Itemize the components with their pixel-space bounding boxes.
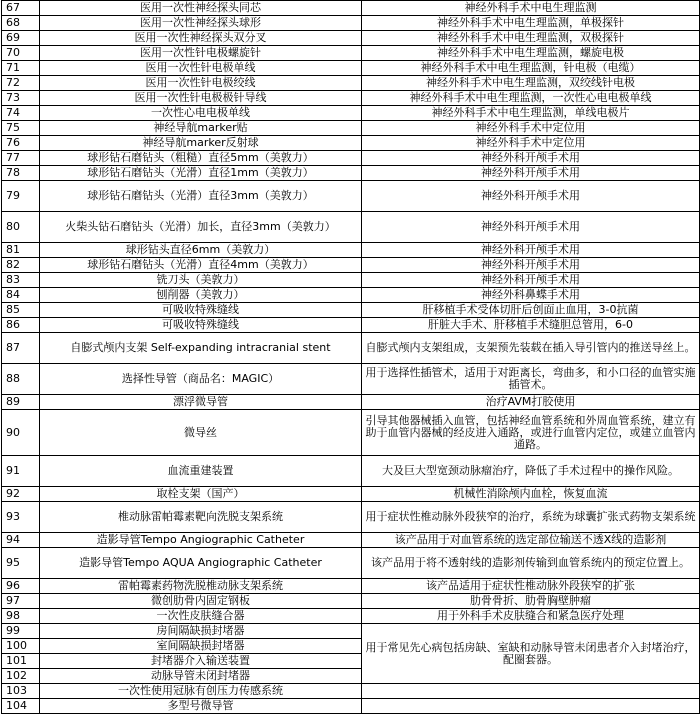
row-number: 97 (2, 594, 40, 609)
device-use-empty (362, 684, 700, 699)
table-row (2, 31, 700, 46)
device-name: 球形钻头直径6mm（美敦力） (40, 243, 362, 258)
table-row (2, 136, 700, 151)
table-row (2, 151, 700, 166)
device-table (1, 0, 700, 714)
table-row (2, 1, 700, 16)
table-row (2, 288, 700, 303)
device-use: 神经外科手术中电生理监测，单线电极片 (362, 106, 700, 121)
row-number: 90 (2, 410, 40, 456)
table-row (2, 609, 700, 624)
row-number: 87 (2, 333, 40, 364)
table-row (2, 410, 700, 456)
table-row (2, 579, 700, 594)
row-number: 98 (2, 609, 40, 624)
device-name: 一次性皮肤缝合器 (40, 609, 362, 624)
row-number: 75 (2, 121, 40, 136)
device-name: 多型号微导管 (40, 699, 362, 714)
device-name: 微导丝 (40, 410, 362, 456)
device-name: 室间隔缺损封堵器 (40, 639, 362, 654)
table-row (2, 76, 700, 91)
device-use: 治疗AVM打胶使用 (362, 395, 700, 410)
row-number: 102 (2, 669, 40, 684)
row-number: 82 (2, 258, 40, 273)
device-use: 用于选择性插管术，适用于对距离长，弯曲多，和小口径的血管实施插管术。 (362, 364, 700, 395)
row-number: 99 (2, 624, 40, 639)
table-row (2, 181, 700, 212)
row-number: 96 (2, 579, 40, 594)
row-number: 78 (2, 166, 40, 181)
table-row (2, 106, 700, 121)
table-row (2, 273, 700, 288)
table-row (2, 303, 700, 318)
device-use: 神经外科开颅手术用 (362, 258, 700, 273)
table-row (2, 364, 700, 395)
table-row (2, 258, 700, 273)
row-number: 71 (2, 61, 40, 76)
device-use: 神经外科手术中电生理监测，螺旋电极 (362, 46, 700, 61)
device-name: 球形钻石磨钻头（粗糙）直径5mm（美敦力） (40, 151, 362, 166)
table-row (2, 243, 700, 258)
device-name: 医用一次性针电极单线 (40, 61, 362, 76)
device-use: 神经外科手术中定位用 (362, 136, 700, 151)
row-number: 91 (2, 456, 40, 487)
table-row (2, 624, 700, 639)
table-row (2, 684, 700, 699)
table-row (2, 318, 700, 333)
device-name: 神经导航marker贴 (40, 121, 362, 136)
row-number: 79 (2, 181, 40, 212)
device-use: 大及巨大型宽颈动脉瘤治疗，降低了手术过程中的操作风险。 (362, 456, 700, 487)
device-name: 一次性心电电极单线 (40, 106, 362, 121)
table-row (2, 121, 700, 136)
device-use: 神经外科手术中定位用 (362, 121, 700, 136)
device-use: 该产品用于对血管系统的选定部位输送不透X线的造影剂 (362, 533, 700, 548)
device-use: 神经外科手术中电生理监测 (362, 1, 700, 16)
row-number: 84 (2, 288, 40, 303)
device-name: 可吸收特殊缝线 (40, 303, 362, 318)
device-name: 医用一次性针电极极针导线 (40, 91, 362, 106)
row-number: 103 (2, 684, 40, 699)
row-number: 93 (2, 502, 40, 533)
row-number: 88 (2, 364, 40, 395)
row-number: 70 (2, 46, 40, 61)
device-use: 神经外科手术中电生理监测，双极探针 (362, 31, 700, 46)
device-name: 球形钻石磨钻头（光滑）直径3mm（美敦力） (40, 181, 362, 212)
table-row (2, 533, 700, 548)
device-name: 医用一次性神经探头同芯 (40, 1, 362, 16)
row-number: 73 (2, 91, 40, 106)
row-number: 104 (2, 699, 40, 714)
row-number: 80 (2, 212, 40, 243)
device-name: 造影导管Tempo Angiographic Catheter (40, 533, 362, 548)
device-use: 神经外科手术中电生理监测，一次性心电电极单线 (362, 91, 700, 106)
device-name: 雷帕霉素药物洗脱椎动脉支架系统 (40, 579, 362, 594)
device-use: 神经外科开颅手术用 (362, 166, 700, 181)
device-use-empty (362, 699, 700, 714)
device-use-merged: 用于常见先心病包括房缺、室缺和动脉导管未闭患者介入封堵治疗，配圈套器。 (362, 624, 700, 684)
table-row (2, 548, 700, 579)
device-use: 神经外科开颅手术用 (362, 181, 700, 212)
device-use: 自膨式颅内支架组成，支架预先装载在插入导引管内的推送导丝上。 (362, 333, 700, 364)
device-name: 可吸收特殊缝线 (40, 318, 362, 333)
row-number: 68 (2, 16, 40, 31)
device-use: 用于症状性椎动脉外段狭窄的治疗，系统为球囊扩张式药物支架系统 (362, 502, 700, 533)
device-name: 球形钻石磨钻头（光滑）直径4mm（美敦力） (40, 258, 362, 273)
table-row (2, 699, 700, 714)
device-use: 神经外科开颅手术用 (362, 273, 700, 288)
device-name: 医用一次性针电极绞线 (40, 76, 362, 91)
row-number: 72 (2, 76, 40, 91)
row-number: 85 (2, 303, 40, 318)
device-name: 医用一次性针电极螺旋针 (40, 46, 362, 61)
device-name: 动脉导管未闭封堵器 (40, 669, 362, 684)
device-name: 球形钻石磨钻头（光滑）直径1mm（美敦力） (40, 166, 362, 181)
device-use: 神经外科手术中电生理监测，双绞线针电极 (362, 76, 700, 91)
table-row (2, 395, 700, 410)
device-use: 神经外科开颅手术用 (362, 151, 700, 166)
device-name: 房间隔缺损封堵器 (40, 624, 362, 639)
device-use: 引导其他器械插入血管，包括神经血管系统和外周血管系统，建立有助于血管内器械的经皮进入通路，或进行血管内定位，或建立血管内通路。 (362, 410, 700, 456)
row-number: 100 (2, 639, 40, 654)
device-use: 神经外科开颅手术用 (362, 243, 700, 258)
table-row (2, 46, 700, 61)
device-name: 漂浮微导管 (40, 395, 362, 410)
row-number: 76 (2, 136, 40, 151)
device-use: 肝移植手术受体切肝后创面止血用，3-0抗菌 (362, 303, 700, 318)
row-number: 101 (2, 654, 40, 669)
row-number: 83 (2, 273, 40, 288)
device-name: 刨削器（美敦力） (40, 288, 362, 303)
device-name: 造影导管Tempo AQUA Angiographic Catheter (40, 548, 362, 579)
row-number: 81 (2, 243, 40, 258)
table-row (2, 212, 700, 243)
device-use: 机械性消除颅内血栓，恢复血流 (362, 487, 700, 502)
row-number: 92 (2, 487, 40, 502)
row-number: 86 (2, 318, 40, 333)
table-row (2, 594, 700, 609)
table-row (2, 16, 700, 31)
device-name: 椎动脉雷帕霉素靶向洗脱支架系统 (40, 502, 362, 533)
device-name: 医用一次性神经探头球形 (40, 16, 362, 31)
device-name: 取栓支架（国产） (40, 487, 362, 502)
row-number: 69 (2, 31, 40, 46)
device-use: 神经外科开颅手术用 (362, 212, 700, 243)
row-number: 74 (2, 106, 40, 121)
table-row (2, 333, 700, 364)
device-use: 该产品适用于症状性椎动脉外段狭窄的扩张 (362, 579, 700, 594)
device-name: 铣刀头（美敦力） (40, 273, 362, 288)
table-row (2, 91, 700, 106)
device-name: 微创肋骨内固定钢板 (40, 594, 362, 609)
device-use: 肋骨骨折、肋骨胸壁肿瘤 (362, 594, 700, 609)
row-number: 94 (2, 533, 40, 548)
table-row (2, 166, 700, 181)
row-number: 77 (2, 151, 40, 166)
device-use: 神经外科鼻蝶手术用 (362, 288, 700, 303)
table-row (2, 456, 700, 487)
device-use: 用于外科手术皮肤缝合和紧急医疗处理 (362, 609, 700, 624)
device-name: 血流重建装置 (40, 456, 362, 487)
device-name: 自膨式颅内支架 Self-expanding intracranial stent (40, 333, 362, 364)
device-use: 该产品用于将不透射线的造影剂传输到血管系统内的预定位置上。 (362, 548, 700, 579)
device-name: 一次性使用冠脉有创压力传感系统 (40, 684, 362, 699)
row-number: 95 (2, 548, 40, 579)
device-use: 肝脏大手术、肝移植手术缝胆总管用，6-0 (362, 318, 700, 333)
device-name: 医用一次性神经探头双分叉 (40, 31, 362, 46)
table-row (2, 487, 700, 502)
table-row (2, 502, 700, 533)
device-name: 封堵器介入输送装置 (40, 654, 362, 669)
device-name: 火柴头钻石磨钻头（光滑）加长，直径3mm（美敦力） (40, 212, 362, 243)
row-number: 67 (2, 1, 40, 16)
device-use: 神经外科手术中电生理监测，针电极（电缆） (362, 61, 700, 76)
table-row (2, 61, 700, 76)
device-name: 神经导航marker反射球 (40, 136, 362, 151)
row-number: 89 (2, 395, 40, 410)
device-use: 神经外科手术中电生理监测，单极探针 (362, 16, 700, 31)
device-name: 选择性导管（商品名：MAGIC） (40, 364, 362, 395)
